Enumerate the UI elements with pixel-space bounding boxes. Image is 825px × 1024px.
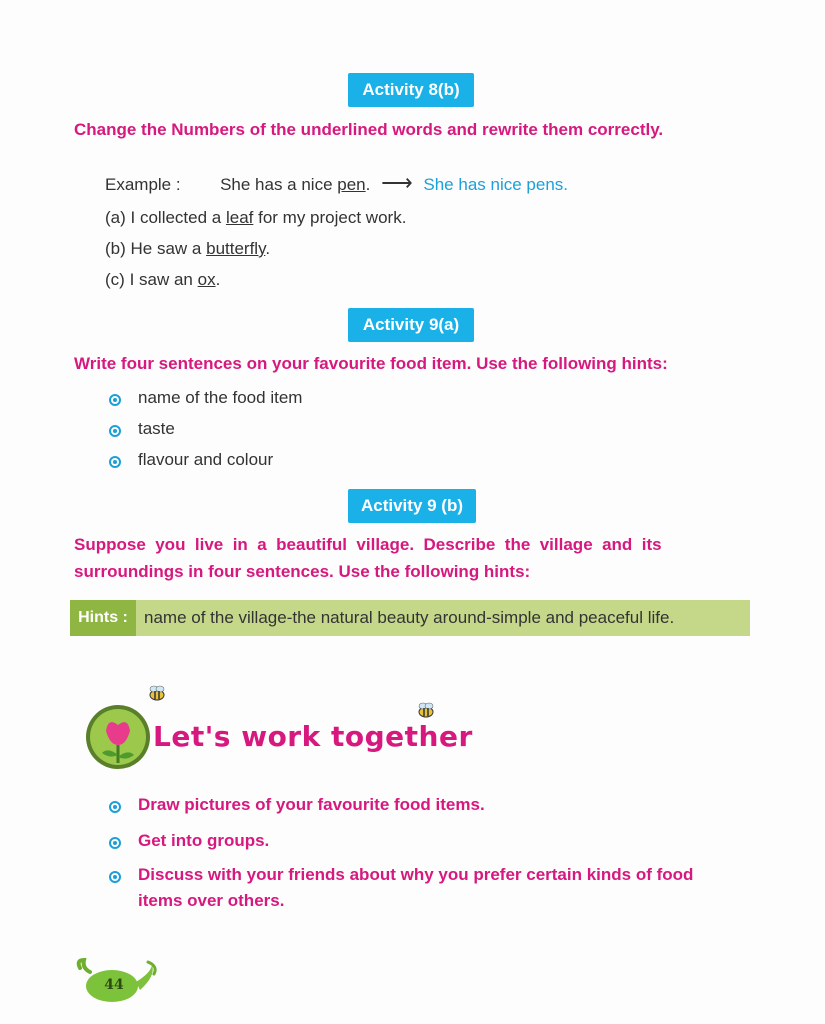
item-suffix: . bbox=[265, 239, 271, 258]
task-item: Discuss with your friends about why you prefer certain kinds of food bbox=[138, 865, 694, 884]
page-number: 44 bbox=[104, 977, 124, 993]
section-title: Let's work together bbox=[153, 720, 473, 753]
bullet-icon bbox=[109, 425, 121, 437]
arrow-icon: ⟶ bbox=[381, 170, 413, 195]
bee-icon bbox=[415, 700, 437, 720]
list-item bbox=[105, 208, 406, 228]
item-suffix: for my project work. bbox=[253, 208, 407, 227]
bullet-icon bbox=[109, 456, 121, 468]
item-prefix: I saw an bbox=[129, 270, 198, 289]
bullet-icon bbox=[109, 871, 121, 883]
example-sentence-prefix: She has a nice bbox=[220, 175, 338, 194]
item-suffix: . bbox=[215, 270, 221, 289]
item-underlined-word: leaf bbox=[225, 208, 254, 227]
hints-label: Hints : bbox=[70, 600, 136, 636]
flower-logo-icon bbox=[80, 695, 155, 775]
activity-9b-badge: Activity 9 (b) bbox=[348, 489, 476, 523]
item-marker: (c) bbox=[105, 270, 125, 289]
example-sentence-suffix: . bbox=[365, 175, 371, 194]
example-underlined-word: pen bbox=[337, 175, 366, 194]
hint-item: name of the food item bbox=[138, 388, 303, 407]
bee-icon bbox=[146, 684, 168, 702]
item-marker: (b) bbox=[105, 239, 126, 258]
activity-8b-instruction: Change the Numbers of the underlined words and rewrite them correctly. bbox=[74, 120, 664, 139]
item-prefix: I collected a bbox=[130, 208, 226, 227]
example-answer: She has nice pens. bbox=[423, 175, 568, 194]
bullet-icon bbox=[109, 837, 121, 849]
activity-9b-instruction-line2: surroundings in four sentences. Use the following hints: bbox=[74, 562, 531, 581]
item-marker: (a) bbox=[105, 208, 126, 227]
item-underlined-word: butterfly bbox=[206, 239, 266, 258]
task-item: Draw pictures of your favourite food items. bbox=[138, 795, 485, 814]
example-line bbox=[105, 170, 568, 196]
activity-9a-badge: Activity 9(a) bbox=[348, 308, 474, 342]
example-label: Example : bbox=[105, 175, 181, 194]
task-item: Get into groups. bbox=[138, 831, 270, 850]
hint-item: flavour and colour bbox=[138, 450, 274, 469]
list-item bbox=[105, 239, 270, 259]
hint-item: taste bbox=[138, 419, 175, 438]
item-prefix: He saw a bbox=[130, 239, 207, 258]
activity-9a-instruction: Write four sentences on your favourite food item. Use the following hints: bbox=[74, 354, 668, 373]
list-item bbox=[105, 270, 220, 290]
activity-8b-badge: Activity 8(b) bbox=[348, 73, 474, 107]
bullet-icon bbox=[109, 394, 121, 406]
hints-text: name of the village-the natural beauty around-simple and peaceful life. bbox=[144, 608, 675, 627]
item-underlined-word: ox bbox=[197, 270, 216, 289]
activity-9b-instruction-line1: Suppose you live in a beautiful village. Describe the village and its bbox=[74, 535, 662, 554]
bullet-icon bbox=[109, 801, 121, 813]
task-item-continuation: items over others. bbox=[138, 891, 285, 910]
